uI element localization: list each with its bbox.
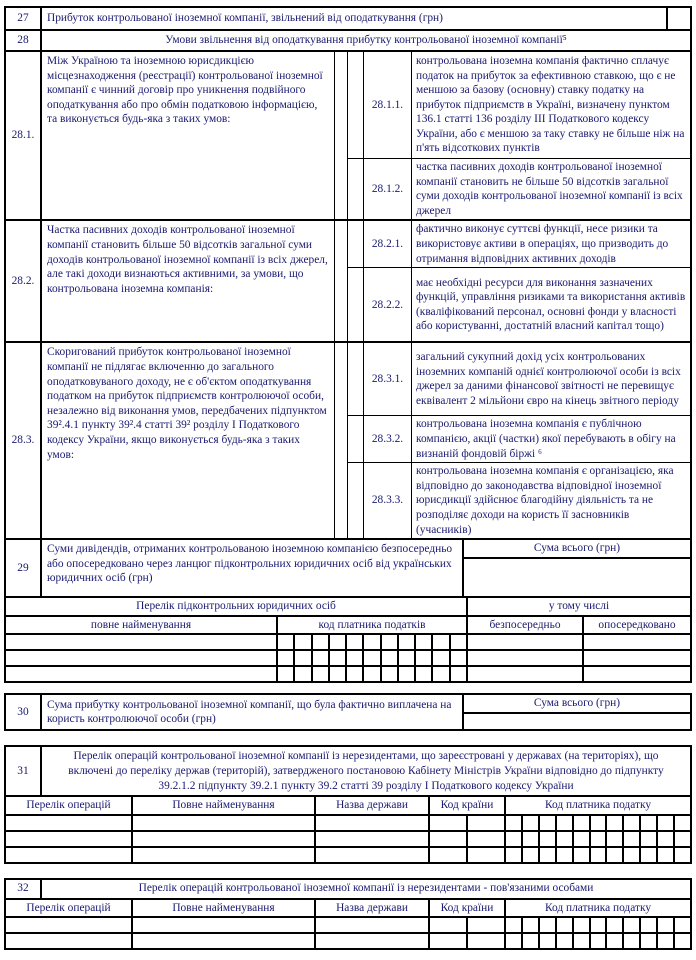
subcondition-28-1-1-text: контрольована іноземна компанія фактично сплачує податок на прибуток за ефективною ставкою, що є не меншою за базову (основну) ставку податку на прибуток підприємств в Україні, визначену пунктом 136.1 статті 136 розділу III Податкового кодексу України, або є меншою за таку ставку не більше ніж на п'ять відсоткових пунктів (411, 52, 690, 158)
operations-row (6, 830, 690, 846)
row-31-title: Перелік операцій контрольованої іноземної компанії із нерезидентами, що зареєстровані у державах (на територіях), що включені до переліку держав (територій), затвердженого постановою Кабінету Міністрів України відповідно до підпункту 39.2.1.2 підпункту 39.2.1 пункту 39.2 статті 39 розділу І Податкового кодексу України (40, 747, 690, 795)
row-number: 28 (17, 34, 29, 47)
taxpayer-code-digit-cell[interactable] (506, 816, 521, 830)
taxpayer-code-digit-cell[interactable] (639, 832, 656, 846)
taxpayer-code-digit-cell[interactable] (362, 651, 379, 665)
column-header-country-code: Код країни (428, 797, 504, 814)
column-header-state-name: Назва держави (314, 900, 428, 917)
taxpayer-code-digit-cell[interactable] (622, 832, 639, 846)
subcondition-28-3-2-text: контрольована іноземна компанія є публічною компанією, акції (частки) якої перебувають в обігу на визнаній фондовій біржі ⁶ (411, 416, 690, 462)
taxpayer-code-digit-cell[interactable] (345, 651, 362, 665)
subtable-29-column-header (6, 615, 690, 634)
taxpayer-code-digit-cell[interactable] (278, 667, 293, 681)
subcondition-28-3-2 (348, 415, 690, 462)
taxpayer-code-digit-cell[interactable] (605, 832, 622, 846)
taxpayer-code-digit-cell[interactable] (605, 918, 622, 932)
subcondition-28-2-2-text: має необхідні ресурси для виконання зазначених функцій, управління ризиками та використання активів (кваліфікований персонал, основні фонди у власності або користуванні, достатній власний капітал тощо) (411, 268, 690, 341)
row-30-sum-value-cell[interactable] (464, 714, 690, 729)
section-spacer (4, 864, 692, 878)
taxpayer-code-digit-cell[interactable] (278, 635, 293, 649)
taxpayer-code-digit-cell[interactable] (605, 934, 622, 948)
subcondition-28-3-3-mark-cell[interactable] (348, 463, 363, 538)
form-row-27 (6, 8, 690, 29)
taxpayer-code-digit-cell[interactable] (622, 816, 639, 830)
subtable-29-group-header (6, 596, 690, 615)
taxpayer-code-digit-cell[interactable] (506, 832, 521, 846)
subcondition-28-2-2-mark-cell[interactable] (348, 268, 363, 341)
taxpayer-code-digit-cell[interactable] (362, 635, 379, 649)
operation-cell[interactable] (6, 832, 131, 846)
country-code-digit-cell[interactable] (466, 934, 504, 948)
row-number: 31 (17, 764, 29, 777)
condition-28-2-text: Частка пасивних доходів контрольованої іноземної компанії становить більше 50 відсотків загальної суми доходів контрольованої іноземної компанії із всіх джерел, але такі доходи визнаються активними, за умови, що контрольована іноземна компанія: (40, 221, 334, 341)
condition-28-1-mark-cell[interactable] (334, 52, 347, 219)
taxpayer-code-digit-cell[interactable] (555, 848, 572, 862)
subcondition-number: 28.1.2. (363, 159, 411, 219)
taxpayer-code-digit-cell[interactable] (362, 667, 379, 681)
taxpayer-code-digit-cell[interactable] (449, 667, 466, 681)
taxpayer-code-digit-cell[interactable] (589, 918, 606, 932)
taxpayer-code-digit-cell[interactable] (538, 934, 555, 948)
table-32-column-header (6, 898, 690, 917)
taxpayer-code-digit-cell[interactable] (673, 848, 690, 862)
taxpayer-code-digit-cell[interactable] (572, 934, 589, 948)
condition-28-3-text: Скоригований прибуток контрольованої іноземної компанії не підлягає включенню до загального оподатковуваного доходу, не є об'єктом оподаткування податком на прибуток підприємств контролюючої особи, незалежно від виконання умов, передбачених підпунктом 39².4.1 пункту 39².4 статті 39² розділу І Податкового кодексу України, якщо виконується будь-яка з таких умов: (40, 343, 334, 538)
row-number: 28.3. (11, 434, 35, 447)
taxpayer-code-cells (504, 848, 690, 862)
row-number: 28.1. (11, 129, 35, 142)
column-header-country-code: Код країни (428, 900, 504, 917)
taxpayer-code-cells (276, 635, 466, 649)
nonresident-name-cell[interactable] (131, 918, 314, 932)
column-header-full-name: повне найменування (90, 618, 192, 631)
subcondition-28-1-1-mark-cell[interactable] (348, 52, 363, 158)
taxpayer-code-digit-cell[interactable] (506, 934, 521, 948)
country-code-cells (428, 816, 504, 830)
operation-cell[interactable] (6, 918, 131, 932)
row-28-title: Умови звільнення від оподаткування прибутку контрольованої іноземної компанії⁵ (40, 31, 690, 50)
condition-28-3 (6, 341, 690, 538)
taxpayer-code-digit-cell[interactable] (380, 667, 397, 681)
country-code-digit-cell[interactable] (430, 848, 466, 862)
column-header-taxpayer-code: Код платника податку (504, 797, 690, 814)
row-27-value-cell[interactable] (666, 8, 690, 29)
subcontrolled-entity-row (6, 665, 690, 681)
form-row-32-header (6, 880, 690, 898)
taxpayer-code-digit-cell[interactable] (293, 651, 310, 665)
country-code-digit-cell[interactable] (430, 832, 466, 846)
taxpayer-code-digit-cell[interactable] (521, 918, 538, 932)
taxpayer-code-digit-cell[interactable] (521, 816, 538, 830)
taxpayer-code-digit-cell[interactable] (397, 651, 414, 665)
operation-cell[interactable] (6, 816, 131, 830)
taxpayer-code-digit-cell[interactable] (639, 816, 656, 830)
table-row-32 (4, 878, 692, 951)
condition-28-2-mark-cell[interactable] (334, 221, 347, 341)
taxpayer-code-digit-cell[interactable] (589, 934, 606, 948)
country-code-digit-cell[interactable] (430, 934, 466, 948)
taxpayer-code-digit-cell[interactable] (397, 635, 414, 649)
form-row-29 (6, 538, 690, 596)
form-row-30 (6, 695, 690, 729)
state-name-cell[interactable] (314, 832, 428, 846)
row-32-title: Перелік операцій контрольованої іноземної компанії із нерезидентами - пов'язаними особами (40, 880, 690, 898)
row-29-sum-value-cell[interactable] (464, 559, 690, 596)
subcondition-28-3-3-text: контрольована іноземна компанія є організацією, яка відповідно до законодавства відповідної іноземної юрисдикції здійснює благодійну діяльність та не розподіляє доходи на користь її засновників (учасників) (411, 463, 690, 538)
taxpayer-code-digit-cell[interactable] (278, 651, 293, 665)
taxpayer-code-digit-cell[interactable] (328, 651, 345, 665)
taxpayer-code-digit-cell[interactable] (431, 635, 448, 649)
row-29-sum-column (462, 540, 690, 596)
taxpayer-code-digit-cell[interactable] (639, 934, 656, 948)
form-row-31-header (6, 747, 690, 795)
taxpayer-code-digit-cell[interactable] (311, 635, 328, 649)
taxpayer-code-digit-cell[interactable] (622, 918, 639, 932)
taxpayer-code-digit-cell[interactable] (538, 848, 555, 862)
taxpayer-code-digit-cell[interactable] (639, 918, 656, 932)
taxpayer-code-digit-cell[interactable] (605, 816, 622, 830)
taxpayer-code-digit-cell[interactable] (431, 667, 448, 681)
taxpayer-code-digit-cell[interactable] (622, 848, 639, 862)
country-code-cells (428, 832, 504, 846)
subcondition-28-2-2 (348, 267, 690, 341)
subcondition-number: 28.3.2. (363, 416, 411, 462)
taxpayer-code-digit-cell[interactable] (622, 934, 639, 948)
taxpayer-code-digit-cell[interactable] (345, 667, 362, 681)
section-spacer (4, 683, 692, 693)
taxpayer-code-digit-cell[interactable] (538, 832, 555, 846)
taxpayer-code-cells (504, 934, 690, 948)
taxpayer-code-digit-cell[interactable] (656, 848, 673, 862)
taxpayer-code-digit-cell[interactable] (521, 832, 538, 846)
country-code-digit-cell[interactable] (466, 848, 504, 862)
taxpayer-code-digit-cell[interactable] (311, 667, 328, 681)
row-29-label: Суми дивідендів, отриманих контрольованою іноземною компанією безпосередньо або опосередковано через ланцюг підконтрольних юридичних осіб від українських юридичних осіб (грн) (40, 540, 462, 596)
country-code-cells (428, 848, 504, 862)
group-header-including: у тому числі (466, 598, 690, 615)
column-header-taxpayer-code: Код платника податку (504, 900, 690, 917)
taxpayer-code-digit-cell[interactable] (673, 832, 690, 846)
taxpayer-code-digit-cell[interactable] (449, 635, 466, 649)
taxpayer-code-digit-cell[interactable] (656, 816, 673, 830)
nonresident-name-cell[interactable] (131, 832, 314, 846)
subcondition-28-3-1 (348, 343, 690, 415)
subcondition-28-3-1-text: загальний сукупний дохід усіх контрольованих іноземних компаній однієї контролюючої особи із всіх джерел за даними фінансової звітності не перевищує еквівалент 2 мільйони євро на кінець звітного періоду (411, 343, 690, 415)
country-code-digit-cell[interactable] (466, 918, 504, 932)
form-row-28-header (6, 29, 690, 50)
condition-28-3-mark-cell[interactable] (334, 343, 347, 538)
taxpayer-code-digit-cell[interactable] (673, 918, 690, 932)
column-header-operations: Перелік операцій (26, 901, 111, 914)
taxpayer-code-digit-cell[interactable] (673, 816, 690, 830)
taxpayer-code-cells (276, 651, 466, 665)
row-number: 32 (17, 882, 29, 895)
condition-28-1-text: Між Україною та іноземною юрисдикцією місцезнаходження (реєстрації) контрольованої іноземної компанії є чинний договір про уникнення подвійного оподаткування або про обмін податковою інформацією, та виконується будь-яка з таких умов: (40, 52, 334, 219)
taxpayer-code-digit-cell[interactable] (414, 635, 431, 649)
taxpayer-code-digit-cell[interactable] (380, 635, 397, 649)
taxpayer-code-digit-cell[interactable] (293, 635, 310, 649)
taxpayer-code-digit-cell[interactable] (555, 832, 572, 846)
column-header-full-name: Повне найменування (131, 797, 314, 814)
nonresident-name-cell[interactable] (131, 816, 314, 830)
row-27-label: Прибуток контрольованої іноземної компанії, звільнений від оподаткування (грн) (40, 8, 666, 29)
taxpayer-code-digit-cell[interactable] (328, 635, 345, 649)
taxpayer-code-digit-cell[interactable] (589, 816, 606, 830)
condition-28-1-subconditions (347, 52, 690, 219)
taxpayer-code-digit-cell[interactable] (380, 651, 397, 665)
sum-total-header: Сума всього (грн) (464, 540, 690, 559)
condition-28-2 (6, 219, 690, 341)
column-header-full-name: Повне найменування (131, 900, 314, 917)
subcondition-number: 28.2.1. (363, 221, 411, 267)
group-header-entities: Перелік підконтрольних юридичних осіб (136, 600, 336, 613)
taxpayer-code-digit-cell[interactable] (431, 651, 448, 665)
taxpayer-code-digit-cell[interactable] (555, 816, 572, 830)
taxpayer-code-cells (504, 816, 690, 830)
subcondition-28-1-2 (348, 158, 690, 219)
nonresident-name-cell[interactable] (131, 934, 314, 948)
subcondition-number: 28.3.3. (363, 463, 411, 538)
subcondition-28-3-2-mark-cell[interactable] (348, 416, 363, 462)
row-30-label: Сума прибутку контрольованої іноземної компанії, що була фактично виплачена на користь контролюючої особи (грн) (40, 695, 462, 729)
subcondition-28-3-3 (348, 462, 690, 538)
taxpayer-code-digit-cell[interactable] (605, 848, 622, 862)
indirect-amount-cell[interactable] (582, 667, 690, 681)
subcontrolled-entity-row (6, 633, 690, 649)
operations-row (6, 932, 690, 948)
taxpayer-code-digit-cell[interactable] (572, 918, 589, 932)
condition-28-3-subconditions (347, 343, 690, 538)
taxpayer-code-digit-cell[interactable] (555, 918, 572, 932)
state-name-cell[interactable] (314, 816, 428, 830)
table-31-column-header (6, 795, 690, 814)
subcondition-28-1-1 (348, 52, 690, 158)
direct-amount-cell[interactable] (466, 667, 582, 681)
direct-amount-cell[interactable] (466, 635, 582, 649)
indirect-amount-cell[interactable] (582, 635, 690, 649)
operation-cell[interactable] (6, 934, 131, 948)
state-name-cell[interactable] (314, 848, 428, 862)
indirect-amount-cell[interactable] (582, 651, 690, 665)
column-header-taxpayer-code: код платника податків (276, 617, 466, 634)
taxpayer-code-digit-cell[interactable] (673, 934, 690, 948)
taxpayer-code-digit-cell[interactable] (397, 667, 414, 681)
taxpayer-code-digit-cell[interactable] (521, 934, 538, 948)
subcondition-28-3-1-mark-cell[interactable] (348, 343, 363, 415)
taxpayer-code-digit-cell[interactable] (449, 651, 466, 665)
taxpayer-code-digit-cell[interactable] (521, 848, 538, 862)
table-row-30 (4, 693, 692, 731)
column-header-operations: Перелік операцій (26, 799, 111, 812)
taxpayer-code-digit-cell[interactable] (538, 918, 555, 932)
taxpayer-code-digit-cell[interactable] (414, 651, 431, 665)
taxpayer-code-digit-cell[interactable] (656, 934, 673, 948)
operations-row (6, 846, 690, 862)
taxpayer-code-digit-cell[interactable] (311, 651, 328, 665)
condition-28-2-subconditions (347, 221, 690, 341)
subcondition-number: 28.3.1. (363, 343, 411, 415)
operation-cell[interactable] (6, 848, 131, 862)
row-number: 28.2. (11, 275, 35, 288)
taxpayer-code-digit-cell[interactable] (414, 667, 431, 681)
subcondition-number: 28.1.1. (363, 52, 411, 158)
row-number: 30 (17, 706, 29, 719)
taxpayer-code-digit-cell[interactable] (293, 667, 310, 681)
operations-row (6, 916, 690, 932)
country-code-digit-cell[interactable] (466, 832, 504, 846)
taxpayer-code-cells (504, 832, 690, 846)
row-number: 27 (17, 12, 29, 25)
taxpayer-code-cells (504, 918, 690, 932)
direct-amount-cell[interactable] (466, 651, 582, 665)
subcondition-28-1-2-mark-cell[interactable] (348, 159, 363, 219)
taxpayer-code-digit-cell[interactable] (589, 848, 606, 862)
subcondition-number: 28.2.2. (363, 268, 411, 341)
taxpayer-code-digit-cell[interactable] (506, 918, 521, 932)
column-header-indirect: опосередковано (582, 617, 690, 634)
country-code-digit-cell[interactable] (466, 816, 504, 830)
taxpayer-code-digit-cell[interactable] (589, 832, 606, 846)
column-header-state-name: Назва держави (314, 797, 428, 814)
subcondition-28-2-1-text: фактично виконує суттєві функції, несе ризики та використовує активи в операціях, що призводить до отримання відповідних активних доходів (411, 221, 690, 267)
row-number: 29 (17, 561, 29, 574)
taxpayer-code-digit-cell[interactable] (506, 848, 521, 862)
entity-name-cell[interactable] (6, 667, 276, 681)
taxpayer-code-digit-cell[interactable] (328, 667, 345, 681)
row-30-sum-column (462, 695, 690, 729)
state-name-cell[interactable] (314, 934, 428, 948)
taxpayer-code-digit-cell[interactable] (639, 848, 656, 862)
taxpayer-code-digit-cell[interactable] (555, 934, 572, 948)
entity-name-cell[interactable] (6, 635, 276, 649)
taxpayer-code-digit-cell[interactable] (656, 918, 673, 932)
taxpayer-code-digit-cell[interactable] (572, 832, 589, 846)
country-code-digit-cell[interactable] (430, 816, 466, 830)
sum-total-header: Сума всього (грн) (464, 695, 690, 714)
subcondition-28-2-1-mark-cell[interactable] (348, 221, 363, 267)
main-table-rows-27-29 (4, 6, 692, 683)
table-row-31 (4, 745, 692, 863)
taxpayer-code-digit-cell[interactable] (345, 635, 362, 649)
subcondition-28-1-2-text: частка пасивних доходів контрольованої іноземної компанії становить не більше 50 відсотків загальної суми доходів контрольованої іноземної компанії із всіх джерел (411, 159, 690, 219)
section-spacer (4, 731, 692, 745)
subcondition-28-2-1 (348, 221, 690, 267)
nonresident-name-cell[interactable] (131, 848, 314, 862)
entity-name-cell[interactable] (6, 651, 276, 665)
taxpayer-code-digit-cell[interactable] (572, 848, 589, 862)
taxpayer-code-digit-cell[interactable] (572, 816, 589, 830)
column-header-direct: безпосередньо (466, 617, 582, 634)
condition-28-1 (6, 50, 690, 219)
taxpayer-code-digit-cell[interactable] (538, 816, 555, 830)
taxpayer-code-cells (276, 667, 466, 681)
state-name-cell[interactable] (314, 918, 428, 932)
taxpayer-code-digit-cell[interactable] (656, 832, 673, 846)
subcontrolled-entity-row (6, 649, 690, 665)
operations-row (6, 814, 690, 830)
country-code-cells (428, 934, 504, 948)
country-code-digit-cell[interactable] (430, 918, 466, 932)
country-code-cells (428, 918, 504, 932)
